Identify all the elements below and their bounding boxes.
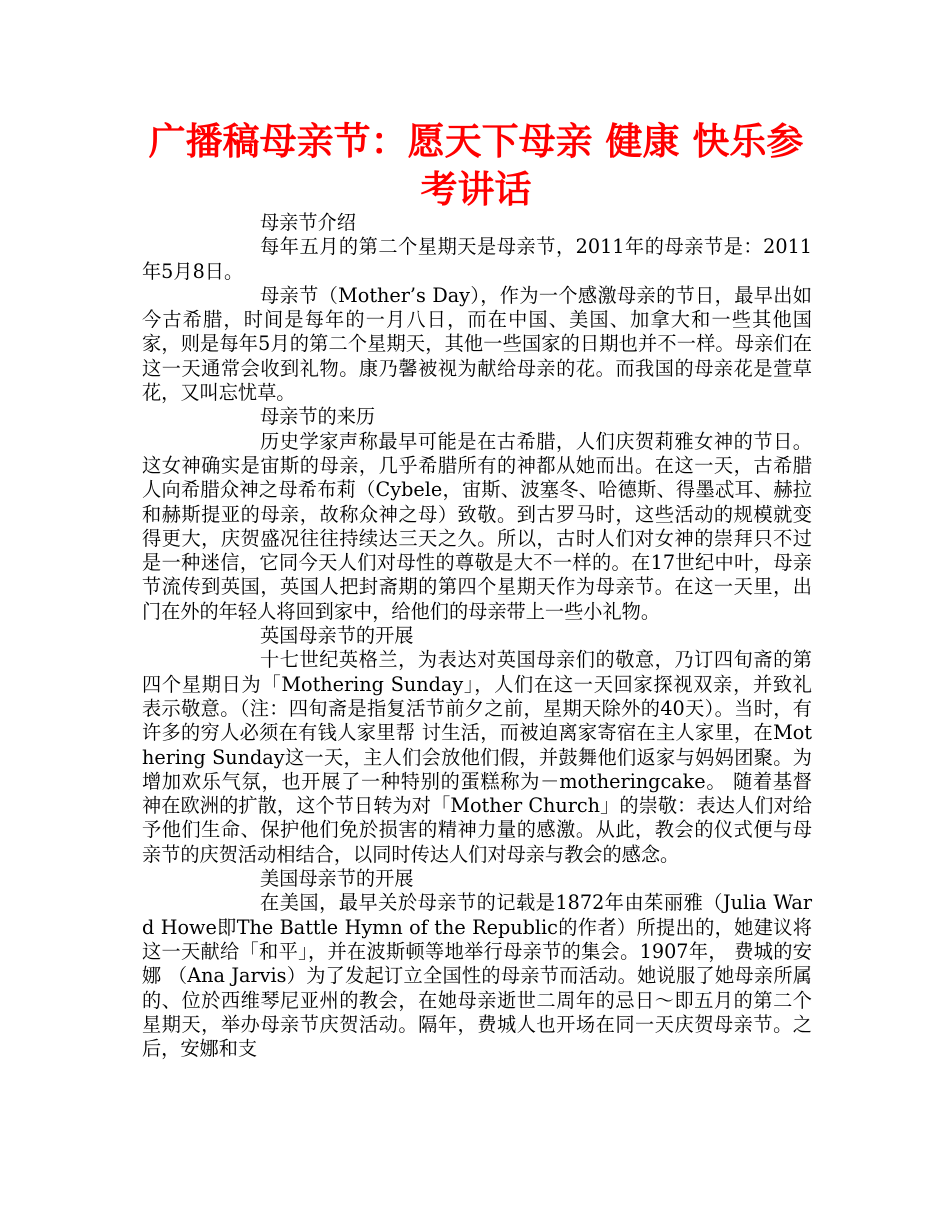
section-heading: 美国母亲节的开展 xyxy=(260,867,414,891)
paragraph: 历史学家声称最早可能是在古希腊，人们庆贺莉雅女神的节日。这女神确实是宙斯的母亲，几乎希腊所有的神都从她而出。在这一天，古希腊人向希腊众神之母希布莉（Cybele，宙斯、波塞冬、哈德斯、得墨忒耳、赫拉和赫斯提亚的母亲，故称众神之母）致敬。到古罗马时，这些活动的规模就变得更大，庆贺盛况往往持续达三天之久。所以，古时人们对女神的崇拜只不过是一种迷信，它同今天人们对母性的尊敬是大不一样的。在17世纪中叶，母亲节流传到英国，英国人把封斋期的第四个星期天作为母亲节。在这一天里，出门在外的年轻人将回到家中，给他们的母亲带上一些小礼物。 xyxy=(142,429,812,623)
document-body xyxy=(142,211,812,1061)
paragraph: 每年五月的第二个星期天是母亲节，2011年的母亲节是：2011年5月8日。 xyxy=(142,235,812,283)
document-title: 广播稿母亲节：愿天下母亲 健康 快乐参考讲话 xyxy=(148,120,804,211)
paragraph: 母亲节（Mother’s Day），作为一个感激母亲的节日，最早出如今古希腊，时间是每年的一月八日，而在中国、美国、加拿大和一些其他国家，则是每年5月的第二个星期天，其他一些国家的日期也并不一样。母亲们在这一天通常会收到礼物。康乃馨被视为献给母亲的花。而我国的母亲花是萱草花，又叫忘忧草。 xyxy=(142,283,812,405)
section-heading: 英国母亲节的开展 xyxy=(260,624,414,648)
paragraph: 十七世纪英格兰，为表达对英国母亲们的敬意，乃订四旬斋的第四个星期日为「Mothering Sunday」，人们在这一天回家探视双亲，并致礼表示敬意。（注：四旬斋是指复活节前夕之前，星期天除外的40天）。当时，有许多的穷人必须在有钱人家里帮 讨生活，而被迫离家寄宿在主人家里，在Mothering Sunday这一天，主人们会放他们假，并鼓舞他们返家与妈妈团聚。为增加欢乐气氛，也开展了一种特别的蛋糕称为－motheringcake。 随着基督神在欧洲的扩散，这个节日转为对「Mother Church」的崇敬：表达人们对给予他们生命、保护他们免於损害的精神力量的感激。从此，教会的仪式便与母亲节的庆贺活动相结合，以同时传达人们对母亲与教会的感念。 xyxy=(142,648,812,866)
paragraph: 在美国，最早关於母亲节的记载是1872年由茱丽雅（Julia Ward Howe即The Battle Hymn of the Republic的作者）所提出的，她建议将这一天献给「和平」，并在波斯顿等地举行母亲节的集会。1907年， 费城的安娜 （Ana Jarvis）为了发起订立全国性的母亲节而活动。她说服了她母亲所属的、位於西维琴尼亚州的教会，在她母亲逝世二周年的忌日～即五月的第二个星期天，举办母亲节庆贺活动。隔年，费城人也开场在同一天庆贺母亲节。之后，安娜和支 xyxy=(142,891,812,1061)
section-heading: 母亲节的来历 xyxy=(260,405,376,429)
section-heading: 母亲节介绍 xyxy=(260,211,356,234)
